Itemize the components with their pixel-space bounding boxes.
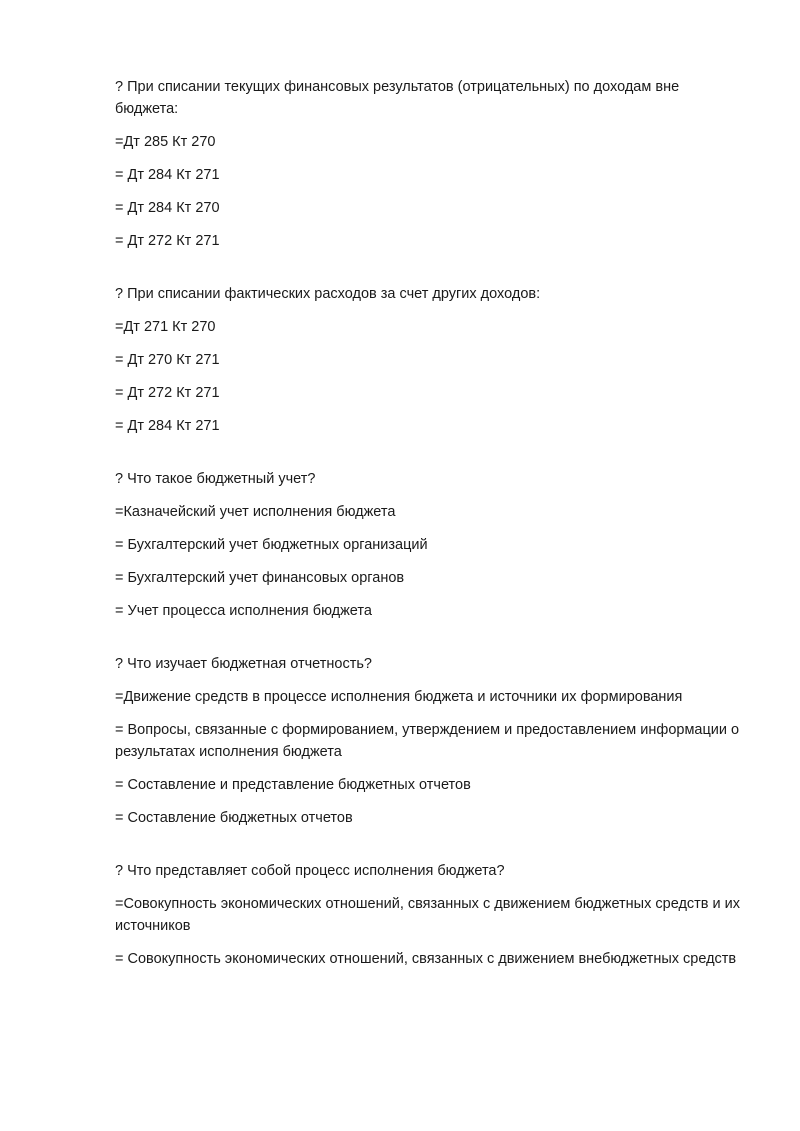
question-block	[115, 283, 745, 437]
answer-option: = Бухгалтерский учет бюджетных организаций	[115, 537, 428, 553]
question-block	[115, 653, 745, 829]
question-block	[115, 76, 745, 252]
question-text: ? При списании фактических расходов за счет других доходов:	[115, 286, 541, 302]
question-text: ? При списании текущих финансовых результатов (отрицательных) по доходам вне бюджета:	[115, 79, 680, 117]
question-block	[115, 468, 745, 622]
question-text: ? Что изучает бюджетная отчетность?	[115, 656, 372, 672]
question-block	[115, 860, 745, 970]
answer-option: = Учет процесса исполнения бюджета	[115, 603, 372, 619]
question-text: ? Что представляет собой процесс исполнения бюджета?	[115, 863, 505, 879]
answer-option: = Составление и представление бюджетных отчетов	[115, 777, 471, 793]
answer-option: = Вопросы, связанные с формированием, утверждением и предоставлением информации о результатах исполнения бюджета	[115, 722, 740, 760]
answer-option: = Бухгалтерский учет финансовых органов	[115, 570, 405, 586]
answer-option: = Совокупность экономических отношений, связанных с движением внебюджетных средств	[115, 951, 737, 967]
document-page	[115, 76, 745, 981]
answer-option: =Совокупность экономических отношений, связанных с движением бюджетных средств и их источников	[115, 896, 741, 934]
answer-option: = Дт 270 Кт 271	[115, 352, 220, 368]
answer-option: = Дт 284 Кт 271	[115, 418, 220, 434]
answer-option: = Дт 284 Кт 270	[115, 200, 220, 216]
answer-option: =Движение средств в процессе исполнения бюджета и источники их формирования	[115, 689, 683, 705]
answer-option: = Дт 272 Кт 271	[115, 385, 220, 401]
answer-option: = Дт 272 Кт 271	[115, 233, 220, 249]
answer-option: = Дт 284 Кт 271	[115, 167, 220, 183]
answer-option: = Составление бюджетных отчетов	[115, 810, 353, 826]
question-text: ? Что такое бюджетный учет?	[115, 471, 316, 487]
answer-option: =Дт 271 Кт 270	[115, 319, 216, 335]
answer-option: =Казначейский учет исполнения бюджета	[115, 504, 396, 520]
answer-option: =Дт 285 Кт 270	[115, 134, 216, 150]
